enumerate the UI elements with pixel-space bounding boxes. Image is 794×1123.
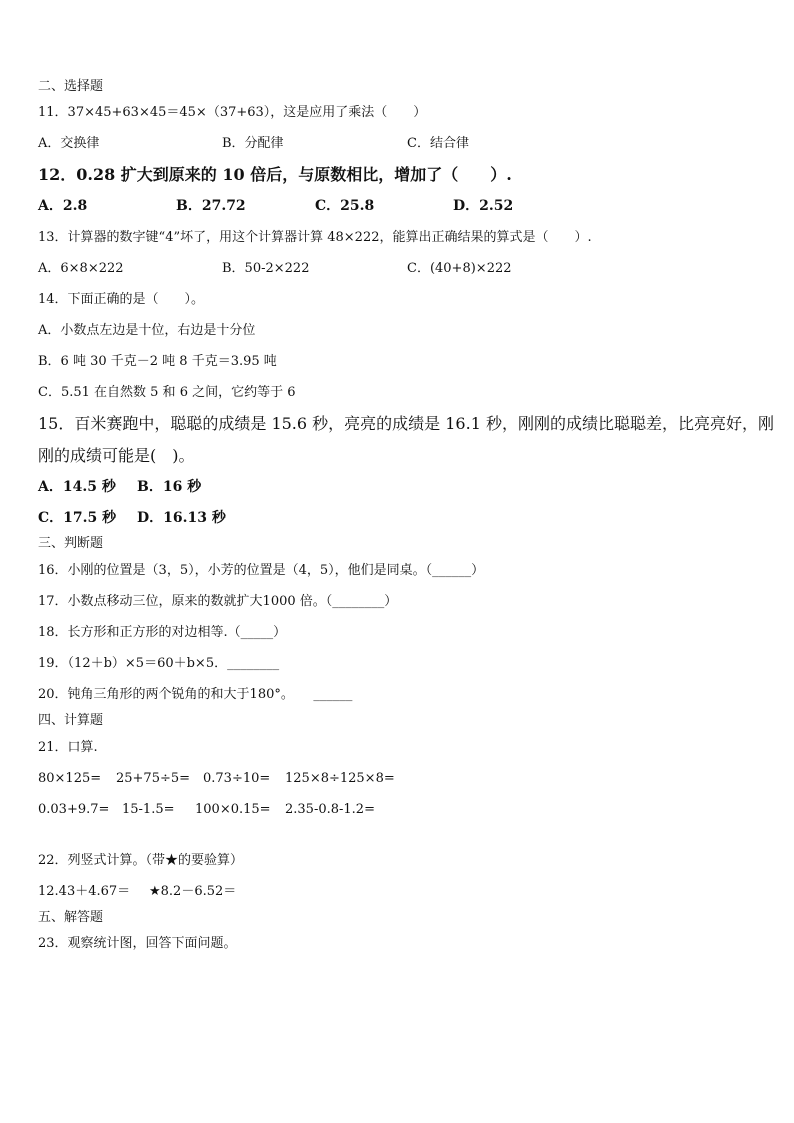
- q13-option-a: A．6×8×222: [38, 261, 124, 276]
- oral-calc-4: 125×8÷125×8=: [285, 771, 395, 786]
- q11-option-c: C．结合律: [407, 136, 469, 151]
- question-16: 16．小刚的位置是（3，5），小芳的位置是（4，5），他们是同桌。（______）: [38, 563, 485, 578]
- vertical-calc-1: 12.43＋4.67＝: [38, 884, 131, 899]
- section-calc: 四、计算题: [38, 713, 104, 728]
- question-15-line1: 15．百米赛跑中，聪聪的成绩是 15.6 秒，亮亮的成绩是 16.1 秒，刚刚的成绩比聪聪差，比亮亮好，刚: [38, 414, 774, 433]
- question-21: 21．口算.: [38, 740, 98, 755]
- q12-option-c: C．25.8: [315, 198, 375, 214]
- q12-option-b: B．27.72: [176, 198, 246, 214]
- oral-calc-7: 100×0.15=: [195, 802, 271, 817]
- oral-calc-6: 15-1.5=: [122, 802, 175, 817]
- q14-option-a: A．小数点左边是十位，右边是十分位: [38, 323, 256, 338]
- q11-option-b: B．分配律: [222, 136, 284, 151]
- section-answer: 五、解答题: [38, 910, 104, 925]
- q12-option-d: D．2.52: [453, 198, 514, 214]
- question-18: 18．长方形和正方形的对边相等.（_____）: [38, 625, 287, 640]
- question-23: 23．观察统计图，回答下面问题。: [38, 936, 237, 951]
- q15-option-b: B．16 秒: [137, 479, 202, 495]
- section-judge: 三、判断题: [38, 536, 104, 551]
- q15-option-a: A．14.5 秒: [38, 479, 116, 495]
- oral-calc-5: 0.03+9.7=: [38, 802, 110, 817]
- q15-option-c: C．17.5 秒: [38, 510, 117, 526]
- q12-option-a: A．2.8: [38, 198, 88, 214]
- q13-option-b: B．50-2×222: [222, 261, 310, 276]
- oral-calc-3: 0.73÷10=: [203, 771, 271, 786]
- question-15-line2: 刚的成绩可能是( )。: [38, 446, 195, 465]
- vertical-calc-2: ★8.2－6.52＝: [149, 884, 237, 899]
- oral-calc-2: 25+75÷5=: [116, 771, 191, 786]
- q13-option-c: C．(40+8)×222: [407, 261, 512, 276]
- question-20: 20．钝角三角形的两个锐角的和大于180°。 ______: [38, 687, 353, 702]
- section-choice: 二、选择题: [38, 79, 104, 94]
- question-22: 22．列竖式计算。（带★的要验算）: [38, 853, 244, 868]
- q14-option-b: B．6 吨 30 千克－2 吨 8 千克＝3.95 吨: [38, 354, 277, 369]
- q11-option-a: A．交换律: [38, 136, 100, 151]
- question-14: 14．下面正确的是（ ）。: [38, 292, 205, 307]
- question-11: 11．37×45+63×45＝45×（37+63），这是应用了乘法（ ）: [38, 105, 427, 120]
- question-13: 13．计算器的数字键“4”坏了，用这个计算器计算 48×222，能算出正确结果的算式是（ ）.: [38, 230, 592, 245]
- question-19: 19．（12＋b）×5＝60＋b×5．________: [38, 656, 280, 671]
- question-17: 17．小数点移动三位，原来的数就扩大1000 倍。（________）: [38, 594, 398, 609]
- oral-calc-1: 80×125=: [38, 771, 102, 786]
- q14-option-c: C．5.51 在自然数 5 和 6 之间，它约等于 6: [38, 385, 296, 400]
- question-12: 12．0.28 扩大到原来的 10 倍后，与原数相比，增加了（ ）.: [38, 165, 512, 184]
- q15-option-d: D．16.13 秒: [137, 510, 226, 526]
- oral-calc-8: 2.35-0.8-1.2=: [285, 802, 375, 817]
